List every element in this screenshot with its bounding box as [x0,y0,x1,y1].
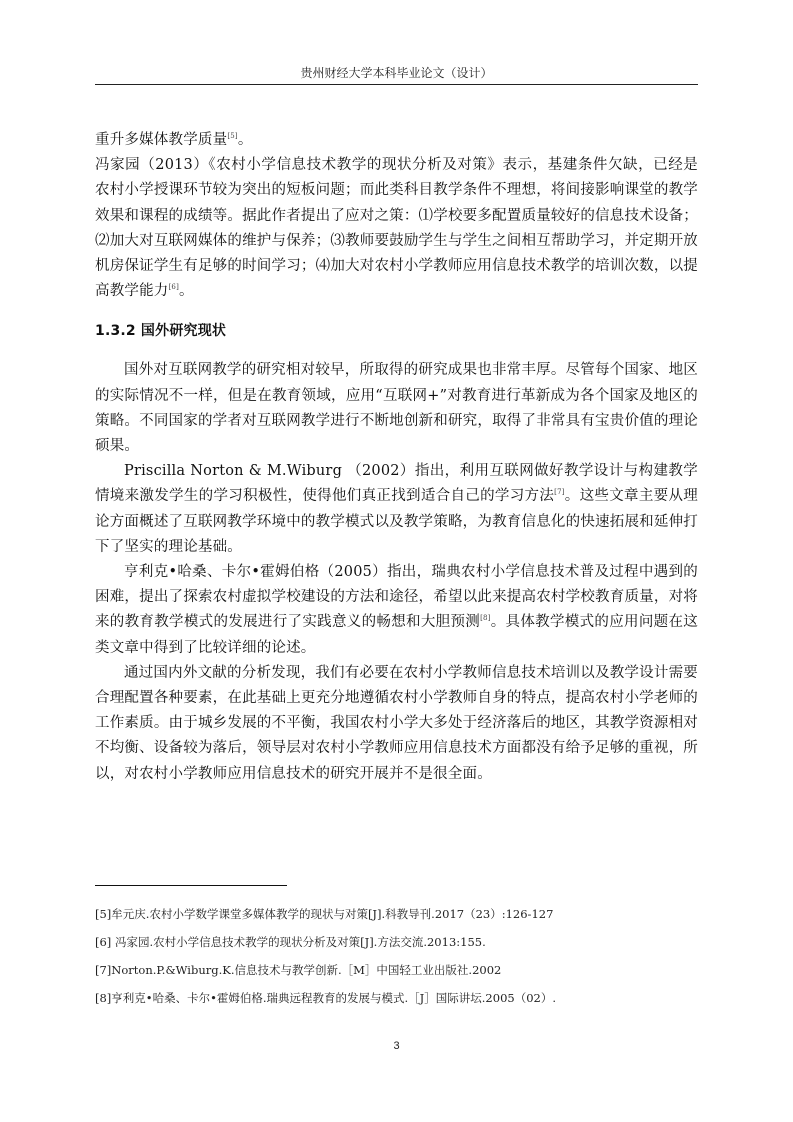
paragraph: 通过国内外文献的分析发现，我们有必要在农村小学教师信息技术培训以及教学设计需要合理配置各种要素，在此基础上更充分地遵循农村小学教师自身的特点，提高农村小学老师的工作素质。由于城乡发展的不平衡，我国农村小学大多处于经济落后的地区，其教学资源相对不均衡、设备较为落后，领导层对农村小学教师应用信息技术方面都没有给予足够的重视，所以，对农村小学教师应用信息技术的研究开展并不是很全面。 [95,664,698,782]
footnotes [95,900,698,1012]
header-rule [95,84,698,85]
paragraph: 亨利克•哈桑、卡尔•霍姆伯格（2005）指出，瑞典农村小学信息技术普及过程中遇到的困难，提出了探索农村虚拟学校建设的方法和途径，希望以此来提高农村学校教育质量，对将来的教育教学模式的发展进行了实践意义的畅想和大胆预测[8]。具体教学模式的应用问题在这类文章中得到了比较详细的论述。 [95,564,698,656]
footnote: [8]亨利克•哈桑、卡尔•霍姆伯格.瑞典远程教育的发展与模式.［J］国际讲坛.2005（02）. [95,991,556,1005]
page-header: 贵州财经大学本科毕业论文（设计） [300,66,493,80]
paragraph: 重升多媒体教学质量[5]。 [95,132,253,148]
footnote: [6] 冯家园.农村小学信息技术教学的现状分析及对策[J].方法交流.2013:155. [95,935,486,949]
paragraph: 冯家园（2013）《农村小学信息技术教学的现状分析及对策》表示，基建条件欠缺，已经是农村小学授课环节较为突出的短板问题；而此类科目教学条件不理想，将间接影响课堂的教学效果和课程的成绩等。据此作者提出了应对之策：⑴学校要多配置质量较好的信息技术设备；⑵加大对互联网媒体的维护与保养；⑶教师要鼓励学生与学生之间相互帮助学习，并定期开放机房保证学生有足够的时间学习；⑷加大对农村小学教师应用信息技术教学的培训次数，以提高教学能力[6]。 [95,157,698,300]
citation-ref: [7] [554,488,565,497]
paragraph: 国外对互联网教学的研究相对较早，所取得的研究成果也非常丰厚。尽管每个国家、地区的实际情况不一样，但是在教育领域，应用“互联网+”对教育进行革新成为各个国家及地区的策略。不同国家的学者对互联网教学进行不断地创新和研究，取得了非常具有宝贵价值的理论硕果。 [95,362,698,455]
footnote: [5]牟元庆.农村小学数学课堂多媒体教学的现状与对策[J].科教导刊.2017（23）:126-127 [95,907,554,921]
citation-ref: [5] [227,132,238,140]
citation-ref: [8] [480,614,491,623]
page-number: 3 [393,1040,400,1052]
paragraph: Priscilla Norton & M.Wiburg （2002）指出，利用互联网做好教学设计与构建教学情境来激发学生的学习积极性，使得他们真正找到适合自己的学习方法[7]。这些文章主要从理论方面概述了互联网教学环境中的教学模式以及教学策略，为教育信息化的快速拓展和延伸打下了坚实的理论基础。 [95,463,698,555]
section-heading: 1.3.2 国外研究现状 [95,323,227,340]
footnote: [7]Norton.P.&Wiburg.K.信息技术与教学创新.［M］中国轻工业出版社.2002 [95,963,502,977]
body-text [95,128,698,787]
citation-ref: [6] [168,283,180,292]
footnote-rule [95,885,287,886]
